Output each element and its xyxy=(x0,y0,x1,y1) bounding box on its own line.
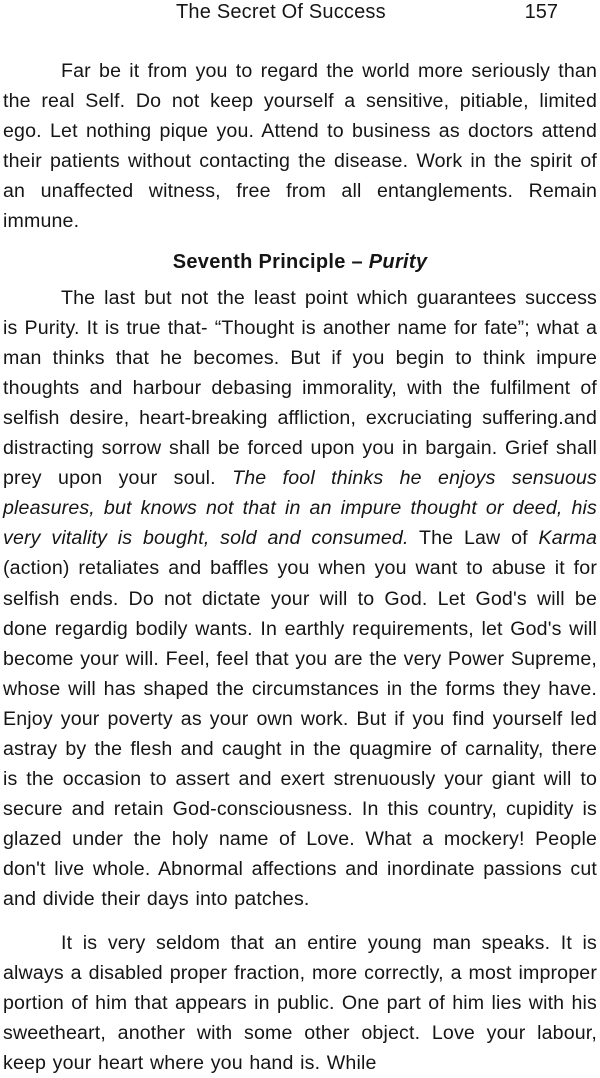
section-heading-label: Seventh Principle – xyxy=(172,250,369,273)
section-heading-emphasis: Purity xyxy=(368,250,428,273)
body-text xyxy=(3,56,597,1078)
running-title: The Secret Of Success xyxy=(176,1,386,23)
page-number: 157 xyxy=(524,1,558,23)
paragraph xyxy=(3,283,597,915)
paragraph-text: The last but not the least point which guarantees success is Purity. It is true that- “Thought is another name for fate”; what a man thinks that he becomes. But if you begin to think impure thoughts and harbour debasing immorality, with the fulfilment of selfish desire, heart-breaking affliction, excruciating suffering.and distracting sorrow shall be forced upon you in bargain. Grief shall prey upon your soul. xyxy=(3,286,597,490)
paragraph: Far be it from you to regard the world more seriously than the real Self. Do not keep yourself a sensitive, pitiable, limited ego. Let nothing pique you. Attend to business as doctors attend their patients without contacting the disease. Work in the spirit of an unaffected witness, free from all entanglements. Remain immune. xyxy=(3,60,597,233)
paragraph: It is very seldom that an entire young man speaks. It is always a disabled proper fraction, more correctly, a most improper portion of him that appears in public. One part of him lies with his sweetheart, another with some other object. Love your labour, keep your heart where you hand is. While xyxy=(3,931,597,1074)
paragraph-text: (action) retaliates and baffles you when you want to abuse it for selfish ends. Do not dictate your will to God. Let God's will be done regardig bodily wants. In earthly requirements, let God's will become your will. Feel, feel that you are the very Power Supreme, whose will has shaped the circumstances in the forms they have. Enjoy your poverty as your own work. But if you find yourself led astray by the flesh and caught in the quagmire of carnality, there is the occasion to assert and exert strenuously your giant will to secure and retain God-consciousness. In this country, cupidity is glazed under the holy name of Love. What a mockery! People don't live whole. Abnormal affections and inordinate passions cut and divide their days into patches. xyxy=(3,557,597,911)
page-header xyxy=(0,0,600,26)
italic-term: Karma xyxy=(538,527,597,550)
paragraph-text: The Law of xyxy=(408,527,539,550)
section-heading xyxy=(3,245,597,279)
italic-passage: The fool thinks he enjoys sensuous pleasures, but knows not that in an impure thought or deed, his very vitality is bought, sold and consumed. xyxy=(3,467,597,550)
